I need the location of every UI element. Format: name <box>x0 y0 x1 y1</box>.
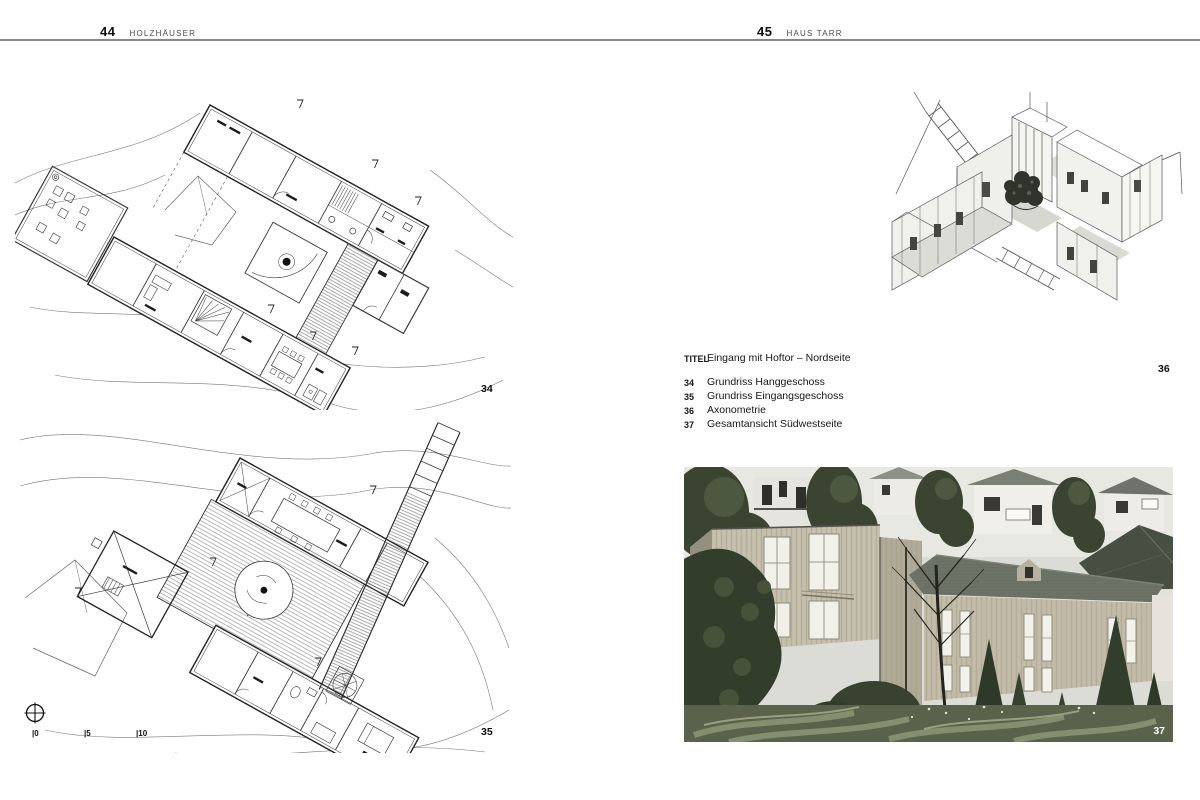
caption-item-text: Gesamtansicht Südwestseite <box>707 418 843 430</box>
caption-item-number: 36 <box>684 406 695 416</box>
caption-item-number: 35 <box>684 392 695 402</box>
caption-item <box>684 404 994 417</box>
caption-item <box>684 376 994 389</box>
floor-plan-eingangsgeschoss <box>15 408 515 753</box>
figure-number-36: 36 <box>1158 363 1170 375</box>
caption-item <box>684 390 994 403</box>
page-number-left: 44 <box>100 24 116 39</box>
caption-item-number: 34 <box>684 378 695 388</box>
floor-plan-hanggeschoss <box>15 75 515 410</box>
caption-item-text: Axonometrie <box>707 404 766 416</box>
figure-number-34: 34 <box>481 383 493 395</box>
header-left <box>100 24 196 39</box>
scale-tick-5: |5 <box>84 729 91 738</box>
scale-tick-10: |10 <box>136 729 148 738</box>
caption-title-row <box>684 352 994 365</box>
scale-tick-0: |0 <box>32 729 39 738</box>
chapter-title-left: HOLZHÄUSER <box>129 29 197 38</box>
caption-title-label: TITEL <box>684 354 709 364</box>
chapter-title-right: HAUS TARR <box>786 29 843 38</box>
caption-item-text: Grundriss Hanggeschoss <box>707 376 825 388</box>
photo-illustration <box>684 467 1173 742</box>
figure-number-37: 37 <box>1153 725 1165 737</box>
north-indicator-icon <box>22 700 48 726</box>
axonometric-drawing <box>862 72 1187 342</box>
page-number-right: 45 <box>757 24 773 39</box>
header-rule <box>0 39 1200 41</box>
caption-item <box>684 418 994 431</box>
figure-number-35: 35 <box>481 726 493 738</box>
caption-title-text: Eingang mit Hoftor – Nordseite <box>707 352 851 364</box>
caption-item-text: Grundriss Eingangsgeschoss <box>707 390 844 402</box>
header-right <box>757 24 843 39</box>
caption-block <box>684 352 994 432</box>
scale-bar <box>28 729 228 743</box>
caption-item-number: 37 <box>684 420 695 430</box>
photo-southwest-view <box>684 467 1173 742</box>
